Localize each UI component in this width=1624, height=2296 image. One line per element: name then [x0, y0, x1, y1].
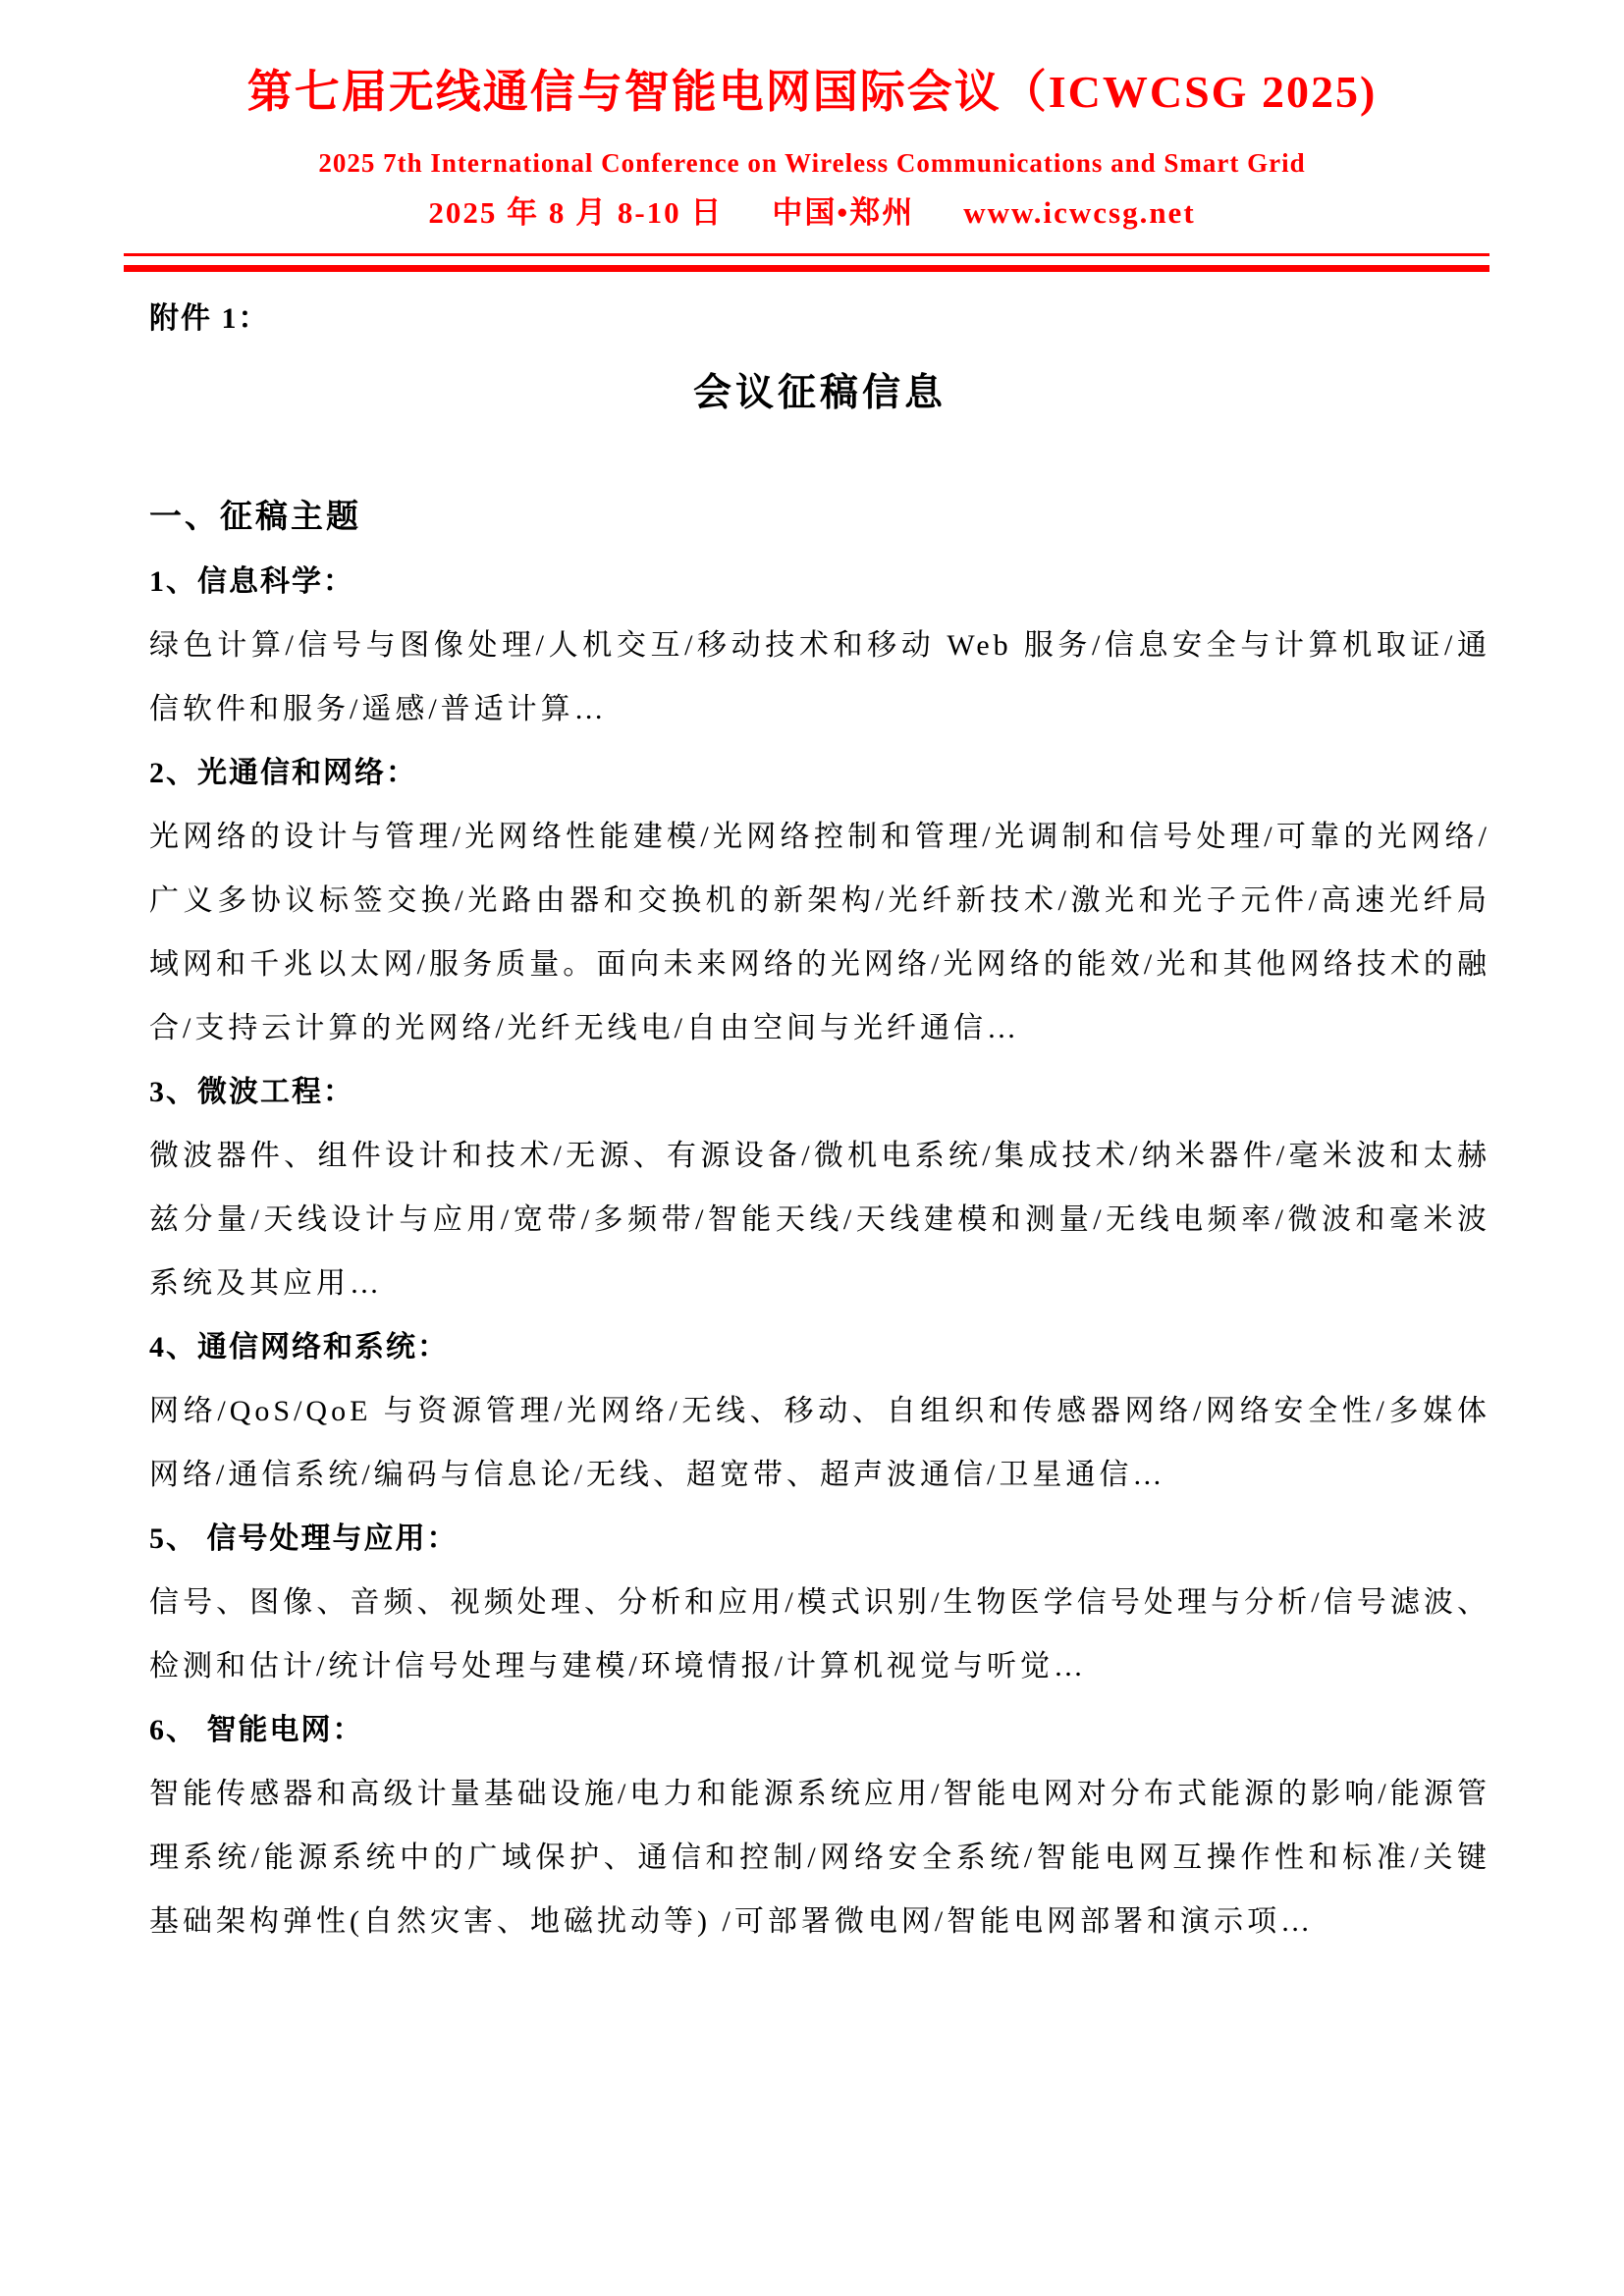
topic-heading: 1、信息科学：: [149, 565, 354, 598]
conference-website: www.icwcsg.net: [963, 195, 1196, 230]
conference-date-line: [0, 194, 1624, 232]
topic-section-smart-grid: [149, 1698, 1490, 1953]
conference-letterhead: [0, 0, 1624, 272]
document-title: 会议征稿信息: [692, 372, 947, 414]
topic-heading: 5、 信号处理与应用：: [149, 1522, 459, 1555]
topic-body: 微波器件、组件设计和技术/无源、有源设备/微机电系统/集成技术/纳米器件/毫米波和太赫兹分量/天线设计与应用/宽带/多频带/智能天线/天线建模和测量/无线电频率/微波和毫米波系统及其应用…: [149, 1140, 1490, 1300]
topic-heading: 4、通信网络和系统：: [149, 1331, 449, 1363]
topic-body: 绿色计算/信号与图像处理/人机交互/移动技术和移动 Web 服务/信息安全与计算机取证/通信软件和服务/遥感/普适计算…: [149, 629, 1490, 725]
conference-title-english: 2025 7th International Conference on Wireless Communications and Smart Grid: [318, 148, 1306, 178]
section-heading-topics: 一、征稿主题: [149, 500, 361, 535]
topic-section-signal-processing: [149, 1507, 1490, 1698]
topic-body: 智能传感器和高级计量基础设施/电力和能源系统应用/智能电网对分布式能源的影响/能源管理系统/能源系统中的广域保护、通信和控制/网络安全系统/智能电网互操作性和标准/关键基础架构弹性(自然灾害、地磁扰动等) /可部署微电网/智能电网部署和演示项…: [149, 1778, 1490, 1938]
conference-title-chinese: 第七届无线通信与智能电网国际会议（ICWCSG 2025): [246, 67, 1378, 117]
topic-section-optical-communications: [149, 741, 1490, 1060]
conference-location: 中国•郑州: [772, 195, 915, 230]
document-content: [149, 297, 1490, 1953]
topic-heading: 6、 智能电网：: [149, 1714, 364, 1746]
topic-body: 信号、图像、音频、视频处理、分析和应用/模式识别/生物医学信号处理与分析/信号滤波、检测和估计/统计信号处理与建模/环境情报/计算机视觉与听觉…: [149, 1586, 1490, 1682]
topic-section-communication-networks: [149, 1315, 1490, 1507]
topic-section-information-science: [149, 550, 1490, 741]
topic-heading: 3、微波工程：: [149, 1076, 354, 1108]
topic-body: 光网络的设计与管理/光网络性能建模/光网络控制和管理/光调制和信号处理/可靠的光网络/广义多协议标签交换/光路由器和交换机的新架构/光纤新技术/激光和光子元件/高速光纤局域网和千兆以太网/服务质量。面向未来网络的光网络/光网络的能效/光和其他网络技术的融合/支持云计算的光网络/光纤无线电/自由空间与光纤通信…: [149, 821, 1490, 1044]
topic-heading: 2、光通信和网络：: [149, 757, 417, 789]
topic-section-microwave-engineering: [149, 1060, 1490, 1315]
attachment-label: 附件 1：: [149, 302, 270, 335]
conference-dates: 2025 年 8 月 8-10 日: [428, 195, 724, 230]
topic-body: 网络/QoS/QoE 与资源管理/光网络/无线、移动、自组织和传感器网络/网络安全性/多媒体网络/通信系统/编码与信息论/无线、超宽带、超声波通信/卫星通信…: [149, 1395, 1490, 1491]
letterhead-divider-rule: [124, 253, 1489, 272]
